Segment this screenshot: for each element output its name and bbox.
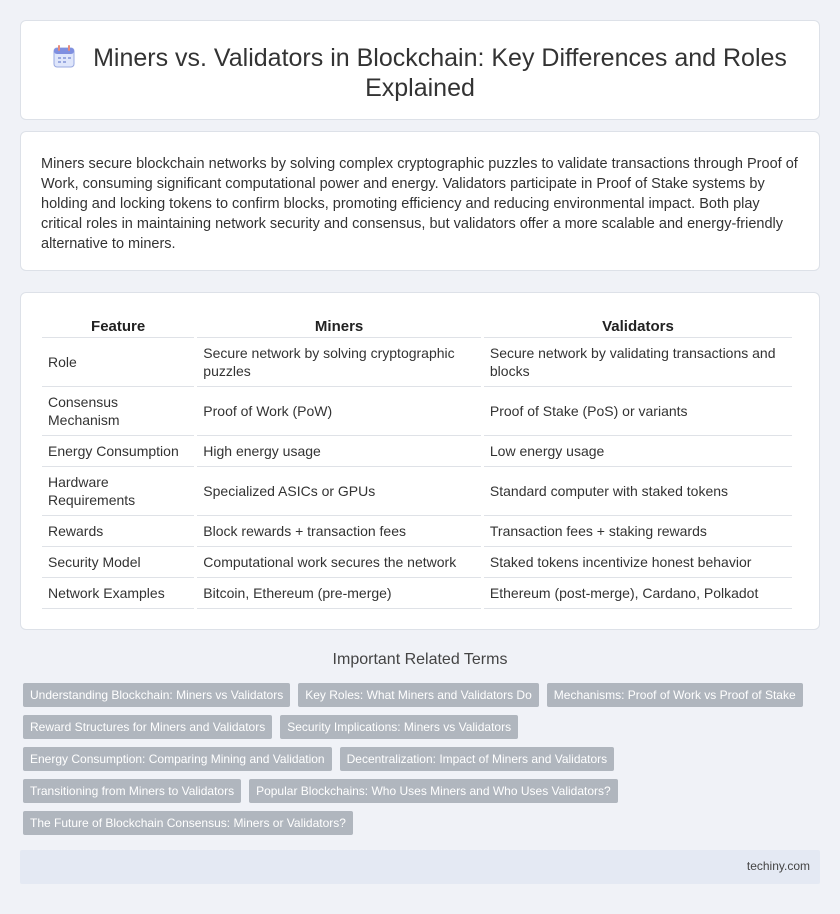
table-row (42, 578, 792, 609)
related-terms-title: Important Related Terms (332, 651, 508, 668)
cell-feature: Rewards (42, 516, 194, 547)
cell-miners: Bitcoin, Ethereum (pre-merge) (197, 578, 481, 609)
table-row (42, 547, 792, 578)
related-term-tag[interactable]: Decentralization: Impact of Miners and Validators (340, 747, 615, 771)
intro-text: Miners secure blockchain networks by solving complex cryptographic puzzles to validate transactions through Proof of Work, consuming significant computational power and energy. Validators participate in Proof of Stake systems by holding and locking tokens to confirm blocks, promoting efficiency and reducing environmental impact. Both play critical roles in maintaining network security and consensus, but validators offer a more scalable and energy-friendly alternative to miners. (41, 156, 798, 252)
related-terms-list (23, 683, 823, 843)
cell-feature: Energy Consumption (42, 436, 194, 467)
related-term-tag[interactable]: Transitioning from Miners to Validators (23, 779, 241, 803)
header-card (20, 20, 820, 120)
related-term-tag[interactable]: Mechanisms: Proof of Work vs Proof of Stake (547, 683, 803, 707)
cell-validators: Transaction fees + staking rewards (484, 516, 792, 547)
comparison-table-card (20, 292, 820, 630)
page-title-wrap (21, 43, 819, 103)
related-term-tag[interactable]: Understanding Blockchain: Miners vs Validators (23, 683, 290, 707)
related-term-tag[interactable]: Key Roles: What Miners and Validators Do (298, 683, 539, 707)
cell-miners: High energy usage (197, 436, 481, 467)
footer (20, 850, 820, 884)
table-row (42, 387, 792, 436)
header-miners: Miners (197, 313, 481, 338)
cell-validators: Standard computer with staked tokens (484, 467, 792, 516)
cell-feature: Consensus Mechanism (42, 387, 194, 436)
cell-feature: Network Examples (42, 578, 194, 609)
cell-miners: Computational work secures the network (197, 547, 481, 578)
page-title: Miners vs. Validators in Blockchain: Key Differences and Roles Explained (93, 44, 787, 102)
header-validators: Validators (484, 313, 792, 338)
calendar-icon (53, 44, 75, 66)
comparison-table (39, 313, 795, 609)
related-term-tag[interactable]: Energy Consumption: Comparing Mining and Validation (23, 747, 332, 771)
cell-validators: Staked tokens incentivize honest behavior (484, 547, 792, 578)
header-feature: Feature (42, 313, 194, 338)
related-term-tag[interactable]: The Future of Blockchain Consensus: Miners or Validators? (23, 811, 353, 835)
cell-feature: Hardware Requirements (42, 467, 194, 516)
table-row (42, 338, 792, 387)
table-row (42, 436, 792, 467)
table-row (42, 467, 792, 516)
cell-miners: Proof of Work (PoW) (197, 387, 481, 436)
cell-miners: Block rewards + transaction fees (197, 516, 481, 547)
related-term-tag[interactable]: Popular Blockchains: Who Uses Miners and Who Uses Validators? (249, 779, 618, 803)
cell-miners: Secure network by solving cryptographic puzzles (197, 338, 481, 387)
footer-site[interactable]: techiny.com (746, 859, 810, 873)
cell-feature: Role (42, 338, 194, 387)
related-term-tag[interactable]: Reward Structures for Miners and Validators (23, 715, 272, 739)
cell-validators: Proof of Stake (PoS) or variants (484, 387, 792, 436)
cell-feature: Security Model (42, 547, 194, 578)
related-term-tag[interactable]: Security Implications: Miners vs Validators (280, 715, 518, 739)
cell-miners: Specialized ASICs or GPUs (197, 467, 481, 516)
table-row (42, 516, 792, 547)
intro-card (20, 131, 820, 271)
cell-validators: Low energy usage (484, 436, 792, 467)
cell-validators: Secure network by validating transactions and blocks (484, 338, 792, 387)
cell-validators: Ethereum (post-merge), Cardano, Polkadot (484, 578, 792, 609)
